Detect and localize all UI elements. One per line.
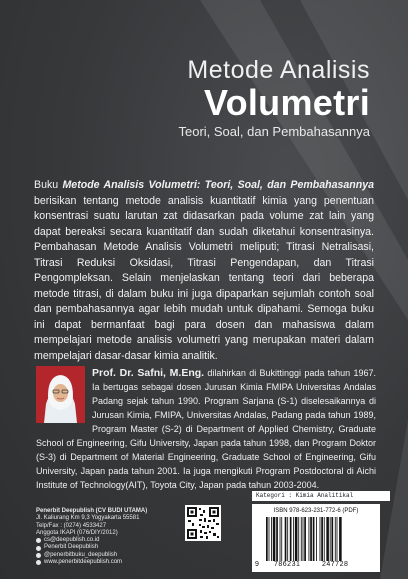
publisher-website: [36, 559, 186, 566]
isbn-first-digit: 9: [255, 561, 260, 568]
description-prefix: Buku: [34, 179, 63, 191]
isbn-group-2: 247728: [322, 561, 349, 568]
facebook-text[interactable]: Penerbit Deepublish: [44, 544, 99, 551]
email-icon: [36, 538, 41, 543]
author-bio-text: dilahirkan di Bukittinggi pada tahun 1967. Ia bertugas sebagai dosen Jurusan Kimia FMIPA Universitas Andalas Padang sejak tahun 1990. Program Sarjana (S-1) diselesaikannya di Jurusan Kimia, FMIPA, Universitas Andalas, Padang pada tahun 1989, Program Master (S-2) di Department of Applied Chemistry, Graduate School of Engineering, Gifu University, Japan pada tahun 1998, dan Program Doktor (S-3) di Department of Material Engineering, Graduate School of Engineering, Gifu University, Japan pada tahun 2001. Ia juga mengikuti Program Postdoctoral di Aichi Institute of Technology(AIT), Toyota City, Japan pada tahun 2003-2004.: [36, 368, 376, 490]
description-book-title: Metode Analisis Volumetri: Teori, Soal, dan Pembahasannya: [62, 179, 374, 191]
book-description: [34, 178, 374, 364]
publisher-name: Penerbit Deepublish (CV BUDI UTAMA): [36, 508, 148, 514]
author-photo: [36, 366, 85, 423]
website-text[interactable]: www.penerbitdeepublish.com: [44, 559, 123, 566]
publisher-info: [36, 508, 186, 566]
author-bio: [36, 366, 376, 492]
barcode-icon: [264, 517, 368, 561]
globe-icon: [36, 560, 41, 565]
isbn-group-1: 786231: [274, 561, 301, 568]
author-name: Prof. Dr. Safni, M.Eng.: [92, 367, 205, 379]
email-text[interactable]: cs@deepublish.co.id: [44, 537, 100, 544]
instagram-icon: [36, 553, 41, 558]
qr-code[interactable]: [185, 505, 221, 541]
book-title-block: [178, 56, 370, 140]
publisher-membership: Anggota IKAPI (076/DIY/2012): [36, 529, 118, 536]
publisher-address: Jl. Kaliurang Km 9,3 Yogyakarta 55581: [36, 515, 140, 522]
isbn-barcode-panel: [252, 504, 380, 572]
publisher-phone: Telp/Fax : (0274) 4533427: [36, 522, 107, 529]
facebook-icon: [36, 546, 41, 551]
instagram-text[interactable]: @penerbitbuku_deepublish: [44, 551, 118, 558]
isbn-label: ISBN 978-623-231-772-6 (PDF): [273, 508, 359, 514]
category-label: Kategori : Kimia Analitikal: [252, 491, 390, 501]
title-main: Volumetri: [203, 82, 370, 123]
publisher-facebook: [36, 544, 186, 551]
title-line-1: Metode Analisis: [187, 56, 370, 84]
publisher-email: [36, 537, 186, 544]
description-body: berisikan tentang metode analisis kuantitatif kimia yang penentuan konsentrasi suatu larutan zat didasarkan pada volume zat lain yang dapat bereaksi secara kuantitatif dan sudah diketahui konsentrasinya. Pembahasan Metode Analisis Volumetri meliputi; Titrasi Netralisasi, Titrasi Reduksi Oksidasi, Titrasi Pengendapan, dan Titrasi Pengompleksan. Selain menjelaskan tentang teori dari beberapa metode titrasi, di dalam buku ini juga dipaparkan sejumlah contoh soal dan pembahasannya agar lebih mudah untuk dipahami. Semoga buku ini dapat bermanfaat bagi para dosen dan mahasiswa dalam mempelajari metode analisis volumetri yang merupakan materi dalam mempelajari dasar-dasar kimia analitik.: [34, 194, 374, 362]
publisher-instagram: [36, 552, 186, 559]
title-subtitle: Teori, Soal, dan Pembahasannya: [178, 124, 370, 139]
